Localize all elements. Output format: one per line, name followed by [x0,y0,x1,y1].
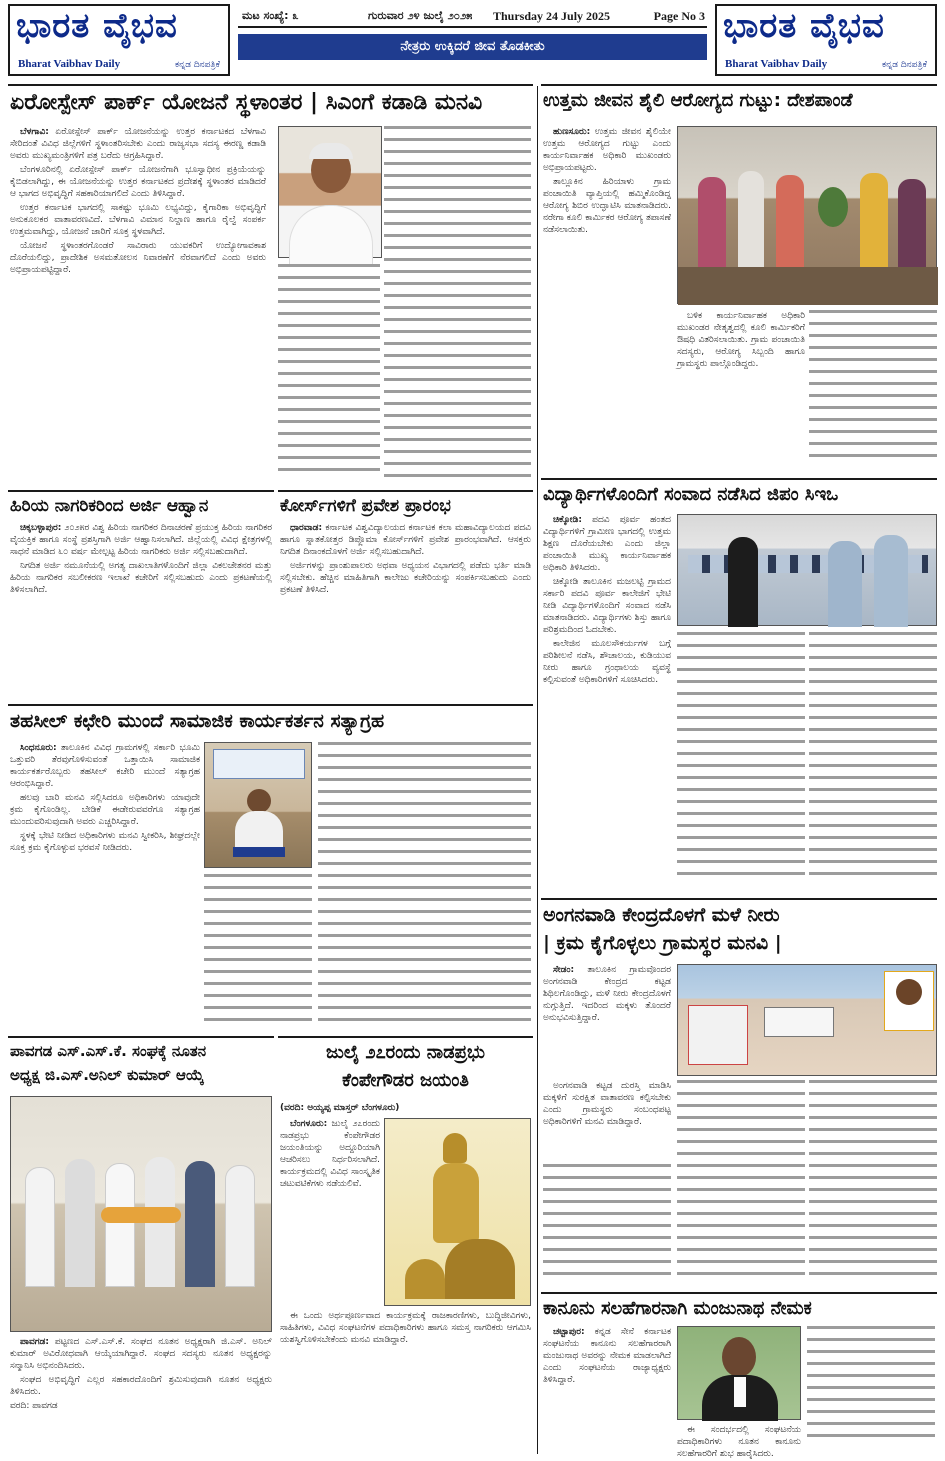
headline-pavagada-1: ಪಾವಗಡ ಎಸ್.ಎಸ್.ಕೆ. ಸಂಘಕ್ಕೆ ನೂತನ [10,1042,207,1060]
paragraph: ತಾಲೂಕಿನ ಗ್ರಾಮವೊಂದರ ಅಂಗನವಾಡಿ ಕೇಂದ್ರದ ಕಟ್ಟಡ ಶಿಥಿಲಗೊಂಡಿದ್ದು, ಮಳೆ ನೀರು ಕೇಂದ್ರದೊಳಗೆ ನುಗ್ಗುತ್ತಿದೆ. ಇದರಿಂದ ಮಕ್ಕಳು ತೊಂದರೆ ಅನುಭವಿಸುತ್ತಿದ್ದಾರೆ. [543,965,671,1023]
headline-protest: ತಹಸೀಲ್ ಕಛೇರಿ ಮುಂದೆ ಸಾಮಾಜಿಕ ಕಾರ್ಯಕರ್ತನ ಸತ್ಯಾಗ್ರಹ [10,710,385,732]
page-number: Page No 3 [653,9,705,23]
report-credit: ವರದಿ: ಪಾವಗಡ [10,1401,58,1411]
article-aerospace [8,84,533,488]
volume-number: ಮಟ ಸಂಖ್ಯೆ: ೩ [242,9,299,22]
dateline-bar [238,6,707,28]
logo-subtitle-kn: ಕನ್ನಡ ದಿನಪತ್ರಿಕೆ [174,60,220,70]
anganwadi-building-photo [677,964,937,1076]
article-body-kempegowda-2 [280,1310,531,1452]
masthead-logo-left [8,4,230,76]
article-pavagada [8,1036,274,1454]
article-body-pavagada [10,1336,272,1452]
slogan-banner: ನೇತ್ರರು ಉಕ್ಕಿದರೆ ಜೀವ ತೊಡಕೀತು [238,34,707,60]
dateline: ಬೆಳಗಾವಿ: [20,127,49,137]
headline-kempegowda-1: ಜುಲೈ ೨೭ರಂದು ನಾಡಪ್ರಭು [326,1042,485,1063]
students-classroom-photo [677,514,937,626]
article-body-continued [384,126,531,486]
article-body-anganwadi-1 [543,964,671,1076]
article-body-seniors [10,522,272,700]
dateline: ಪಾವಗಡ: [20,1337,49,1347]
paragraph: ಅಂಗನವಾಡಿ ಕಟ್ಟಡ ದುರಸ್ತಿ ಮಾಡಿಸಿ ಮಕ್ಕಳಿಗೆ ಸುರಕ್ಷಿತ ವಾತಾವರಣ ಕಲ್ಪಿಸಬೇಕು ಎಂದು ಗ್ರಾಮಸ್ಥರು ಸಂಬಂಧಪಟ್ಟ ಅಧಿಕಾರಿಗಳಿಗೆ ಮನವಿ ಮಾಡಿದ್ದಾರೆ. [543,1081,671,1127]
paragraph: ಈ ಸಂದರ್ಭದಲ್ಲಿ ಸಂಘಟನೆಯ ಪದಾಧಿಕಾರಿಗಳು ನೂತನ ಕಾನೂನು ಸಲಹೆಗಾರರಿಗೆ ಶುಭ ಹಾರೈಸಿದರು. [677,1425,801,1459]
paragraph: ಹಲವು ಬಾರಿ ಮನವಿ ಸಲ್ಲಿಸಿದರೂ ಅಧಿಕಾರಿಗಳು ಯಾವುದೇ ಕ್ರಮ ಕೈಗೊಂಡಿಲ್ಲ. ಬೇಡಿಕೆ ಈಡೇರುವವರೆಗೂ ಸತ್ಯಾಗ್ರಹ ಮುಂದುವರಿಸುವುದಾಗಿ ಅವರು ಎಚ್ಚರಿಸಿದ್ದಾರೆ. [10,793,200,827]
article-body-continued [807,1326,935,1452]
headline-kempegowda-2: ಕೆಂಪೇಗೌಡರ ಜಯಂತಿ [342,1070,469,1091]
paragraph: ಸ್ಥಳಕ್ಕೆ ಭೇಟಿ ನೀಡಿದ ಅಧಿಕಾರಿಗಳು ಮನವಿ ಸ್ವೀಕರಿಸಿ, ಶೀಘ್ರದಲ್ಲೇ ಸೂಕ್ತ ಕ್ರಮ ಕೈಗೊಳ್ಳುವ ಭರವಸೆ ನೀಡಿದರು. [10,831,200,853]
paragraph: ಸಂಘದ ಅಭಿವೃದ್ಧಿಗೆ ಎಲ್ಲರ ಸಹಕಾರದೊಂದಿಗೆ ಶ್ರಮಿಸುವುದಾಗಿ ನೂತನ ಅಧ್ಯಕ್ಷರು ತಿಳಿಸಿದರು. [10,1375,272,1397]
paragraph: ಜುಲೈ ೨೭ರಂದು ನಾಡಪ್ರಭು ಕೆಂಪೇಗೌಡರ ಜಯಂತಿಯನ್ನು ಅದ್ದೂರಿಯಾಗಿ ಆಚರಿಸಲು ನಿರ್ಧರಿಸಲಾಗಿದೆ. ಕಾರ್ಯಕ್ರಮದಲ್ಲಿ ವಿವಿಧ ಸಾಂಸ್ಕೃತಿಕ ಚಟುವಟಿಕೆಗಳು ನಡೆಯಲಿವೆ. [280,1119,380,1189]
report-credit: (ವರದಿ: ಅಯ್ಯಪ್ಪ ಮಾಸ್ತರ್ ಬೆಂಗಳೂರು) [280,1103,400,1113]
paragraph: ಬೆಂಗಳೂರಿನಲ್ಲಿ ಏರೋಸ್ಪೇಸ್ ಪಾರ್ಕ್ ಯೋಜನೆಗಾಗಿ ಭೂಸ್ವಾಧೀನ ಪ್ರಕ್ರಿಯೆಯನ್ನು ಕೈಬಿಡಲಾಗಿದ್ದು, ಈ ಯೋಜನೆಯನ್ನು ಉತ್ತರ ಕರ್ನಾಟಕದ ಪ್ರದೇಶಕ್ಕೆ ಸ್ಥಳಾಂತರ ಮಾಡಿದರೆ ಆ ಭಾಗದ ಅಭಿವೃದ್ಧಿಗೆ ಸಹಕಾರಿಯಾಗಲಿದೆ ಎಂದು ತಿಳಿಸಿದ್ದಾರೆ. [10,165,266,199]
paragraph: ತಾಲ್ಲೂಕಿನ ಹಿರಿಯಾಳು ಗ್ರಾಮ ಪಂಚಾಯಿತಿ ವ್ಯಾಪ್ತಿಯಲ್ಲಿ ಹಮ್ಮಿಕೊಂಡಿದ್ದ ಆರೋಗ್ಯ ಶಿಬಿರ ಉದ್ಘಾಟಿಸಿ ಮಾತನಾಡಿದರು. ನರೇಗಾ ಕೂಲಿ ಕಾರ್ಮಿಕರ ಆರೋಗ್ಯ ತಪಾಸಣೆ ನಡೆಸಲಾಯಿತು. [543,177,671,235]
article-body-kempegowda-1 [280,1118,380,1306]
article-body-continued [809,1080,937,1290]
headline-seniors: ಹಿರಿಯ ನಾಗರಿಕರಿಂದ ಅರ್ಜಿ ಆಹ್ವಾನ [10,496,209,516]
headline-anganwadi-1: ಅಂಗನವಾಡಿ ಕೇಂದ್ರದೊಳಗೆ ಮಳೆ ನೀರು [543,904,780,926]
dateline: ಚಿಕ್ಕಬಳ್ಳಾಪುರ: [20,523,62,533]
paragraph: ಏರೋಸ್ಪೇಸ್ ಪಾರ್ಕ್ ಯೋಜನೆಯನ್ನು ಉತ್ತರ ಕರ್ನಾಟಕದ ಬೆಳಗಾವಿ ಸೇರಿದಂತೆ ವಿವಿಧ ಜಿಲ್ಲೆಗಳಿಗೆ ಸ್ಥಳಾಂತರಿಸಬೇಕು ಎಂದು ರಾಜ್ಯಸಭಾ ಸದಸ್ಯ ಈರಣ್ಣ ಕಡಾಡಿ ಅವರು ಮುಖ್ಯಮಂತ್ರಿಗಳಿಗೆ ಪತ್ರ ಬರೆದು ಆಗ್ರಹಿಸಿದ್ದಾರೆ. [10,127,266,161]
article-seniors [8,490,274,702]
article-anganwadi [541,898,937,1078]
paragraph: ನಿಗದಿತ ಅರ್ಜಿ ನಮೂನೆಯಲ್ಲಿ ಅಗತ್ಯ ದಾಖಲಾತಿಗಳೊಂದಿಗೆ ಜಿಲ್ಲಾ ವಿಕಲಚೇತನರ ಮತ್ತು ಹಿರಿಯ ನಾಗರಿಕರ ಸಬಲೀಕರಣ ಇಲಾಖೆ ಕಚೇರಿಗೆ ಸಲ್ಲಿಸಬಹುದು ಎಂದು ಪ್ರಕಟಣೆಯಲ್ಲಿ ತಿಳಿಸಲಾಗಿದೆ. [10,561,272,595]
article-body-continued [204,874,312,1032]
kempegowda-statue-photo [384,1118,531,1306]
paragraph: ೨೦೨೫ರ ವಿಶ್ವ ಹಿರಿಯ ನಾಗರಿಕರ ದಿನಾಚರಣೆ ಪ್ರಯುಕ್ತ ಹಿರಿಯ ನಾಗರಿಕರ ವೈಯಕ್ತಿಕ ಹಾಗೂ ಸಂಸ್ಥೆ ಪ್ರಶಸ್ತಿಗಾಗಿ ಅರ್ಜಿ ಆಹ್ವಾನಿಸಲಾಗಿದೆ. ಜಿಲ್ಲೆಯಲ್ಲಿ ವಿವಿಧ ಕ್ಷೇತ್ರಗಳಲ್ಲಿ ಸಾಧನೆ ಮಾಡಿದ ೬೦ ವರ್ಷ ಮೇಲ್ಪಟ್ಟ ಹಿರಿಯ ನಾಗರಿಕರು ಅರ್ಜಿ ಸಲ್ಲಿಸಬಹುದಾಗಿದೆ. [10,523,272,557]
headline-aerospace: ಏರೋಸ್ಪೇಸ್ ಪಾರ್ಕ್ ಯೋಜನೆ ಸ್ಥಳಾಂತರ | ಸಿಎಂಗೆ ಕಡಾಡಿ ಮನವಿ [10,90,483,115]
health-camp-photo [677,126,937,304]
headline-pavagada-2: ಅಧ್ಯಕ್ಷ ಜಿ.ಎಸ್.ಅನಿಲ್ ಕುಮಾರ್ ಆಯ್ಕೆ [10,1066,205,1084]
masthead-logo-right [715,4,937,76]
logo-subtitle-en: Bharat Vaibhav Daily [725,58,828,70]
paragraph: ಕರ್ನಾಟಕ ವಿಶ್ವವಿದ್ಯಾಲಯದ ಕರ್ನಾಟಕ ಕಲಾ ಮಹಾವಿದ್ಯಾಲಯದ ಪದವಿ ಹಾಗೂ ಸ್ನಾತಕೋತ್ತರ ಡಿಪ್ಲೊಮಾ ಕೋರ್ಸ್‌ಗಳಿಗೆ ಪ್ರವೇಶ ಪ್ರಾರಂಭವಾಗಿದೆ. ಆಸಕ್ತರು ನಿಗದಿತ ದಿನಾಂಕದೊಳಗೆ ಅರ್ಜಿ ಸಲ್ಲಿಸಬಹುದಾಗಿದೆ. [280,523,531,557]
article-body-health-1 [543,126,671,474]
paragraph: ಅರ್ಜಿಗಳನ್ನು ಪ್ರಾಂಶುಪಾಲರು ಅಥವಾ ಅಧ್ಯಯನ ವಿಭಾಗದಲ್ಲಿ ಪಡೆದು ಭರ್ತಿ ಮಾಡಿ ಸಲ್ಲಿಸಬೇಕು. ಹೆಚ್ಚಿನ ಮಾಹಿತಿಗಾಗಿ ಕಾಲೇಜು ಕಚೇರಿಯನ್ನು ಸಂಪರ್ಕಿಸಬಹುದು ಎಂದು ಪ್ರಕಟಣೆ ತಿಳಿಸಿದೆ. [280,561,531,595]
article-body-health-2 [677,310,805,474]
article-body-continued [809,310,937,474]
protest-photo [204,742,312,868]
portrait-photo [278,126,382,258]
article-body-lawyer-2 [677,1424,801,1459]
felicitation-photo [10,1096,272,1332]
masthead [8,4,937,76]
paragraph: ಕನ್ನಡ ಸೇನೆ ಕರ್ನಾಟಕ ಸಂಘಟನೆಯ ಕಾನೂನು ಸಲಹೆಗಾರರಾಗಿ ಮಂಜುನಾಥ ಅವರನ್ನು ನೇಮಕ ಮಾಡಲಾಗಿದೆ ಎಂದು ಸಂಘಟನೆಯ ರಾಜ್ಯಾಧ್ಯಕ್ಷರು ತಿಳಿಸಿದ್ದಾರೆ. [543,1327,671,1385]
paragraph: ಯೋಜನೆ ಸ್ಥಳಾಂತರಗೊಂಡರೆ ಸಾವಿರಾರು ಯುವಕರಿಗೆ ಉದ್ಯೋಗಾವಕಾಶ ದೊರೆಯಲಿದ್ದು, ಪ್ರಾದೇಶಿಕ ಅಸಮತೋಲನ ನಿವಾರಣೆಗೆ ನೆರವಾಗಲಿದೆ ಎಂದು ಅವರು ಅಭಿಪ್ರಾಯಪಟ್ಟಿದ್ದಾರೆ. [10,241,266,275]
paragraph: ಕಾಲೇಜಿನ ಮೂಲಸೌಕರ್ಯಗಳ ಬಗ್ಗೆ ಪರಿಶೀಲನೆ ನಡೆಸಿ, ಶೌಚಾಲಯ, ಕುಡಿಯುವ ನೀರು ಹಾಗೂ ಗ್ರಂಥಾಲಯ ವ್ಯವಸ್ಥೆ ಕಲ್ಪಿಸುವಂತೆ ಅಧಿಕಾರಿಗಳಿಗೆ ಸೂಚಿಸಿದರು. [543,639,671,685]
article-body-anganwadi-2 [543,1080,671,1160]
article-lawyer [541,1292,937,1459]
headline-courses: ಕೋರ್ಸ್‌ಗಳಿಗೆ ಪ್ರವೇಶ ಪ್ರಾರಂಭ [280,496,451,516]
article-health [541,84,937,476]
article-body-continued [543,1164,671,1290]
date-kannada: ಗುರುವಾರ ೨೪ ಜುಲೈ ೨೦೨೫ [368,9,473,22]
paragraph: ಉತ್ತರ ಕರ್ನಾಟಕ ಭಾಗದಲ್ಲಿ ಸಾಕಷ್ಟು ಭೂಮಿ ಲಭ್ಯವಿದ್ದು, ಕೈಗಾರಿಕಾ ಅಭಿವೃದ್ಧಿಗೆ ಅನುಕೂಲಕರ ವಾತಾವರಣವಿದೆ. ಬೆಳಗಾವಿ ವಿಮಾನ ನಿಲ್ದಾಣ ಹಾಗೂ ರೈಲ್ವೆ ಸಂಪರ್ಕ ಉತ್ತಮವಾಗಿದ್ದು, ಯೋಜನೆ ಜಾರಿಗೆ ಸೂಕ್ತ ಸ್ಥಳವಾಗಿದೆ. [10,203,266,237]
article-kempegowda [278,1036,533,1454]
article-body-continued [278,264,380,486]
article-body-students-1 [543,514,671,894]
lawyer-portrait-photo [677,1326,801,1420]
dateline: ಸೇಡಂ: [553,965,575,975]
headline-lawyer: ಕಾನೂನು ಸಲಹೆಗಾರನಾಗಿ ಮಂಜುನಾಥ ನೇಮಕ [543,1298,812,1319]
article-body-continued [809,632,937,894]
paragraph: ಪದವಿ ಪೂರ್ವ ಹಂತದ ವಿದ್ಯಾರ್ಥಿಗಳಿಗೆ ಗ್ರಾಮೀಣ ಭಾಗದಲ್ಲಿ ಉತ್ತಮ ಶಿಕ್ಷಣ ದೊರೆಯಬೇಕು ಎಂದು ಜಿಲ್ಲಾ ಪಂಚಾಯಿತಿ ಮುಖ್ಯ ಕಾರ್ಯನಿರ್ವಾಹಕ ಅಧಿಕಾರಿ ತಿಳಿಸಿದರು. [543,515,671,573]
article-body-aerospace-1 [10,126,266,486]
article-body-continued [318,742,531,1032]
dateline: ಬೆಂಗಳೂರು: [290,1119,328,1129]
headline-students: ವಿದ್ಯಾರ್ಥಿಗಳೊಂದಿಗೆ ಸಂವಾದ ನಡೆಸಿದ ಜಿಪಂ ಸಿಇಒ [543,484,839,505]
article-body-protest-1 [10,742,200,1032]
dateline: ಚಿಕ್ಕೋಡಿ: [553,515,582,525]
paragraph: ಬಳಿಕ ಕಾರ್ಯನಿರ್ವಾಹಕ ಅಧಿಕಾರಿ ಮುಖಂಡರ ನೇತೃತ್ವದಲ್ಲಿ ಕೂಲಿ ಕಾರ್ಮಿಕರಿಗೆ ಔಷಧಿ ವಿತರಿಸಲಾಯಿತು. ಗ್ರಾಮ ಪಂಚಾಯಿತಿ ಸದಸ್ಯರು, ಆರೋಗ್ಯ ಸಿಬ್ಬಂದಿ ಹಾಗೂ ಗ್ರಾಮಸ್ಥರು ಪಾಲ್ಗೊಂಡಿದ್ದರು. [677,311,805,369]
logo-subtitle-en: Bharat Vaibhav Daily [18,58,121,70]
headline-health: ಉತ್ತಮ ಜೀವನ ಶೈಲಿ ಆರೋಗ್ಯದ ಗುಟ್ಟು: ದೇಶಪಾಂಡೆ [543,90,853,111]
article-body-continued [677,1080,805,1290]
paragraph: ಉತ್ತಮ ಜೀವನ ಶೈಲಿಯೇ ಉತ್ತಮ ಆರೋಗ್ಯದ ಗುಟ್ಟು ಎಂದು ಕಾರ್ಯನಿರ್ವಾಹಕ ಅಧಿಕಾರಿ ಮುಖಂಡರು ಅಭಿಪ್ರಾಯಪಟ್ಟರು. [543,127,671,173]
logo-title: ಭಾರತ ವೈಭವ [16,6,178,46]
article-courses [278,490,533,702]
article-protest [8,704,533,1034]
date-english: Thursday 24 July 2025 [493,9,611,23]
dateline: ಧಾರವಾಡ: [290,523,323,533]
dateline: ಸಿಂಧನೂರು: [20,743,57,753]
paragraph: ತಾಲೂಕಿನ ವಿವಿಧ ಗ್ರಾಮಗಳಲ್ಲಿ ಸರ್ಕಾರಿ ಭೂಮಿ ಒತ್ತುವರಿ ತೆರವುಗೊಳಿಸುವಂತೆ ಒತ್ತಾಯಿಸಿ ಸಾಮಾಜಿಕ ಕಾರ್ಯಕರ್ತರೊಬ್ಬರು ತಹಸೀಲ್ ಕಚೇರಿ ಮುಂದೆ ಸತ್ಯಾಗ್ರಹ ಆರಂಭಿಸಿದ್ದಾರೆ. [10,743,200,789]
article-body-courses [280,522,531,700]
logo-title: ಭಾರತ ವೈಭವ [723,6,885,46]
column-divider [537,86,538,1454]
logo-subtitle-kn: ಕನ್ನಡ ದಿನಪತ್ರಿಕೆ [881,60,927,70]
paragraph: ಈ ಒಂದು ಅರ್ಥಪೂರ್ಣವಾದ ಕಾರ್ಯಕ್ರಮಕ್ಕೆ ರಾಜಕಾರಣಿಗಳು, ಬುದ್ಧಿಜೀವಿಗಳು, ಸಾಹಿತಿಗಳು, ವಿವಿಧ ಸಂಘಟನೆಗಳ ಪದಾಧಿಕಾರಿಗಳು ಹಾಗೂ ಸಮಸ್ತ ನಾಗರಿಕರು ಆಗಮಿಸಿ ಯಶಸ್ವಿಗೊಳಿಸಬೇಕೆಂದು ಮನವಿ ಮಾಡಿದ್ದಾರೆ. [280,1311,531,1345]
dateline: ಚಟ್ಟಾಪುರ: [553,1327,585,1337]
article-body-continued [677,632,805,894]
article-students [541,478,937,896]
paragraph: ಪಟ್ಟಣದ ಎಸ್.ಎಸ್.ಕೆ. ಸಂಘದ ನೂತನ ಅಧ್ಯಕ್ಷರಾಗಿ ಜಿ.ಎಸ್. ಅನಿಲ್ ಕುಮಾರ್ ಅವಿರೋಧವಾಗಿ ಆಯ್ಕೆಯಾಗಿದ್ದಾರೆ. ಸಂಘದ ಸದಸ್ಯರು ನೂತನ ಅಧ್ಯಕ್ಷರನ್ನು ಸನ್ಮಾನಿಸಿ ಅಭಿನಂದಿಸಿದರು. [10,1337,272,1371]
article-body-lawyer-1 [543,1326,671,1452]
headline-anganwadi-2: | ಕ್ರಮ ಕೈಗೊಳ್ಳಲು ಗ್ರಾಮಸ್ಥರ ಮನವಿ | [543,932,782,954]
dateline: ಹುಣಸೂರು: [553,127,591,137]
paragraph: ಚಿಕ್ಕೋಡಿ ತಾಲೂಕಿನ ಮಜಲಟ್ಟಿ ಗ್ರಾಮದ ಸರ್ಕಾರಿ ಪದವಿ ಪೂರ್ವ ಕಾಲೇಜಿಗೆ ಭೇಟಿ ನೀಡಿ ವಿದ್ಯಾರ್ಥಿಗಳೊಂದಿಗೆ ಸಂವಾದ ನಡೆಸಿ ಮಾತನಾಡಿದರು. ವಿದ್ಯಾರ್ಥಿಗಳು ಶಿಸ್ತು ಹಾಗೂ ಪರಿಶ್ರಮದಿಂದ ಓದಬೇಕು. [543,577,671,635]
